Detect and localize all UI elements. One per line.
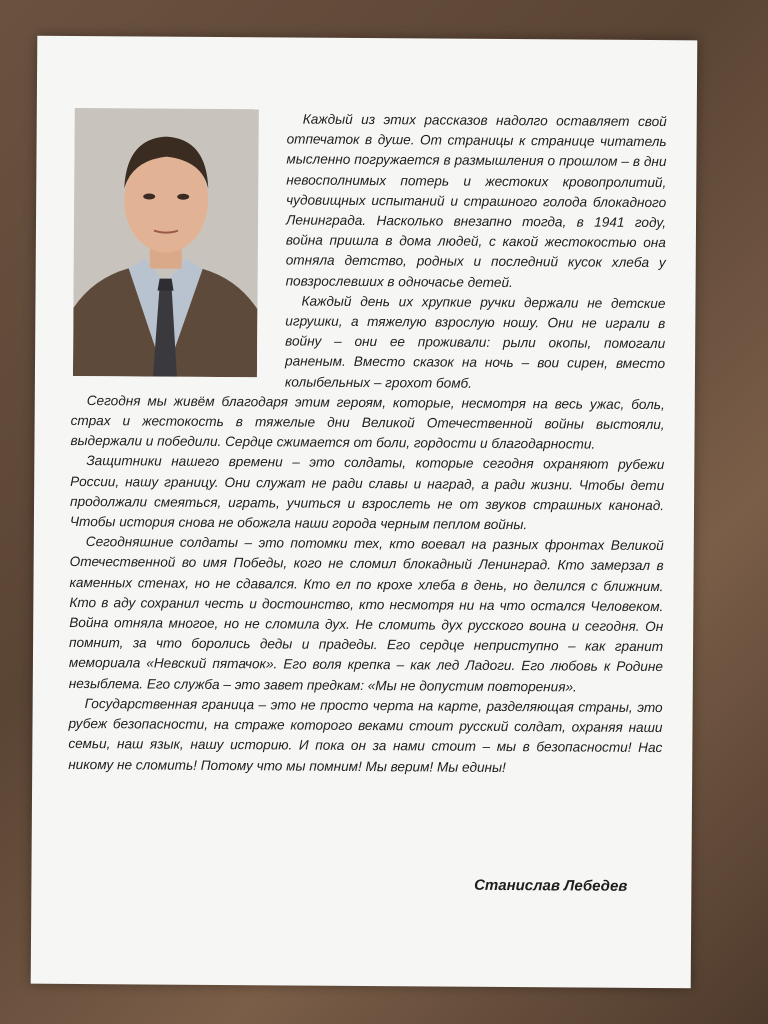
body-text <box>68 108 667 779</box>
paragraph: Защитники нашего времени – это солдаты, которые сегодня охраняют рубежи России, нашу границу. Они служат не ради славы и наград, а ради жизни. Чтобы дети продолжали смеяться, играть, учиться и взрослеть не от звуков страшных канонад. Чтобы история снова не обожгла наши города черным пеплом войны. <box>69 453 665 533</box>
paragraph: Государственная граница – это не просто черта на карте, разделяющая страны, это рубеж безопасности, на страже которого веками стоит русский солдат, охраняя наши семьи, наш язык, нашу историю. И пока он за нами стоит – мы в безопасности! Нас никому не сломить! Потому что мы помним! Мы верим! Мы едины! <box>68 695 663 775</box>
top-column <box>285 109 667 394</box>
paragraph: Каждый день их хрупкие ручки держали не детские игрушки, а тяжелую взрослую ношу. Они не играли в войну – они ее проживали: рыли окопы, помогали раненым. Вместо сказок на ночь – вои сирен, вместо колыбельных – грохот бомб. <box>284 293 666 391</box>
paragraph: Каждый из этих рассказов надолго оставляет свой отпечаток в душе. От страницы к странице читатель мысленно погружается в размышления о прошлом – в дни невосполнимых потерь и жестоких кровопролитий, чудовищных испытаний и страшного голода блокадного Ленинграда. Насколько внезапно тогда, в 1941 году, война пришла в дома людей, с какой жестокостью она отняла детство, родных и последний кусок хлеба у повзрослевших в одночасье детей. <box>285 111 667 290</box>
book-page <box>31 36 698 989</box>
author-signature: Станислав Лебедев <box>474 876 628 895</box>
paragraph: Сегодня мы живём благодаря этим героям, которые, несмотря на весь ужас, боль, страх и жестокость в тяжелые дни Великой Отечественной войны выстояли, выдержали и победили. Сердце сжимается от боли, гордости и благодарности. <box>70 392 665 452</box>
paragraph: Сегодняшние солдаты – это потомки тех, кто воевал на разных фронтах Великой Отечественной во имя Победы, кого не сломил блокадный Ленинград. Кто замерзал в каменных стенах, но не сдавался. Кто ел по крохе хлеба в день, но делился с ближним. Кто в аду сохранил честь и достоинство, кто несмотря ни на что остался Человеком. Война отняла многое, но не сломила дух. Не сломить дух русского воина и сегодня. Он помнит, за что боролись деды и прадеды. Его сердце неприступно – как гранит мемориала «Невский пятачок». Его воля крепка – как лед Ладоги. Его любовь к Родине незыблема. Его служба – это завет предкам: «Мы не допустим повторения». <box>68 534 664 695</box>
